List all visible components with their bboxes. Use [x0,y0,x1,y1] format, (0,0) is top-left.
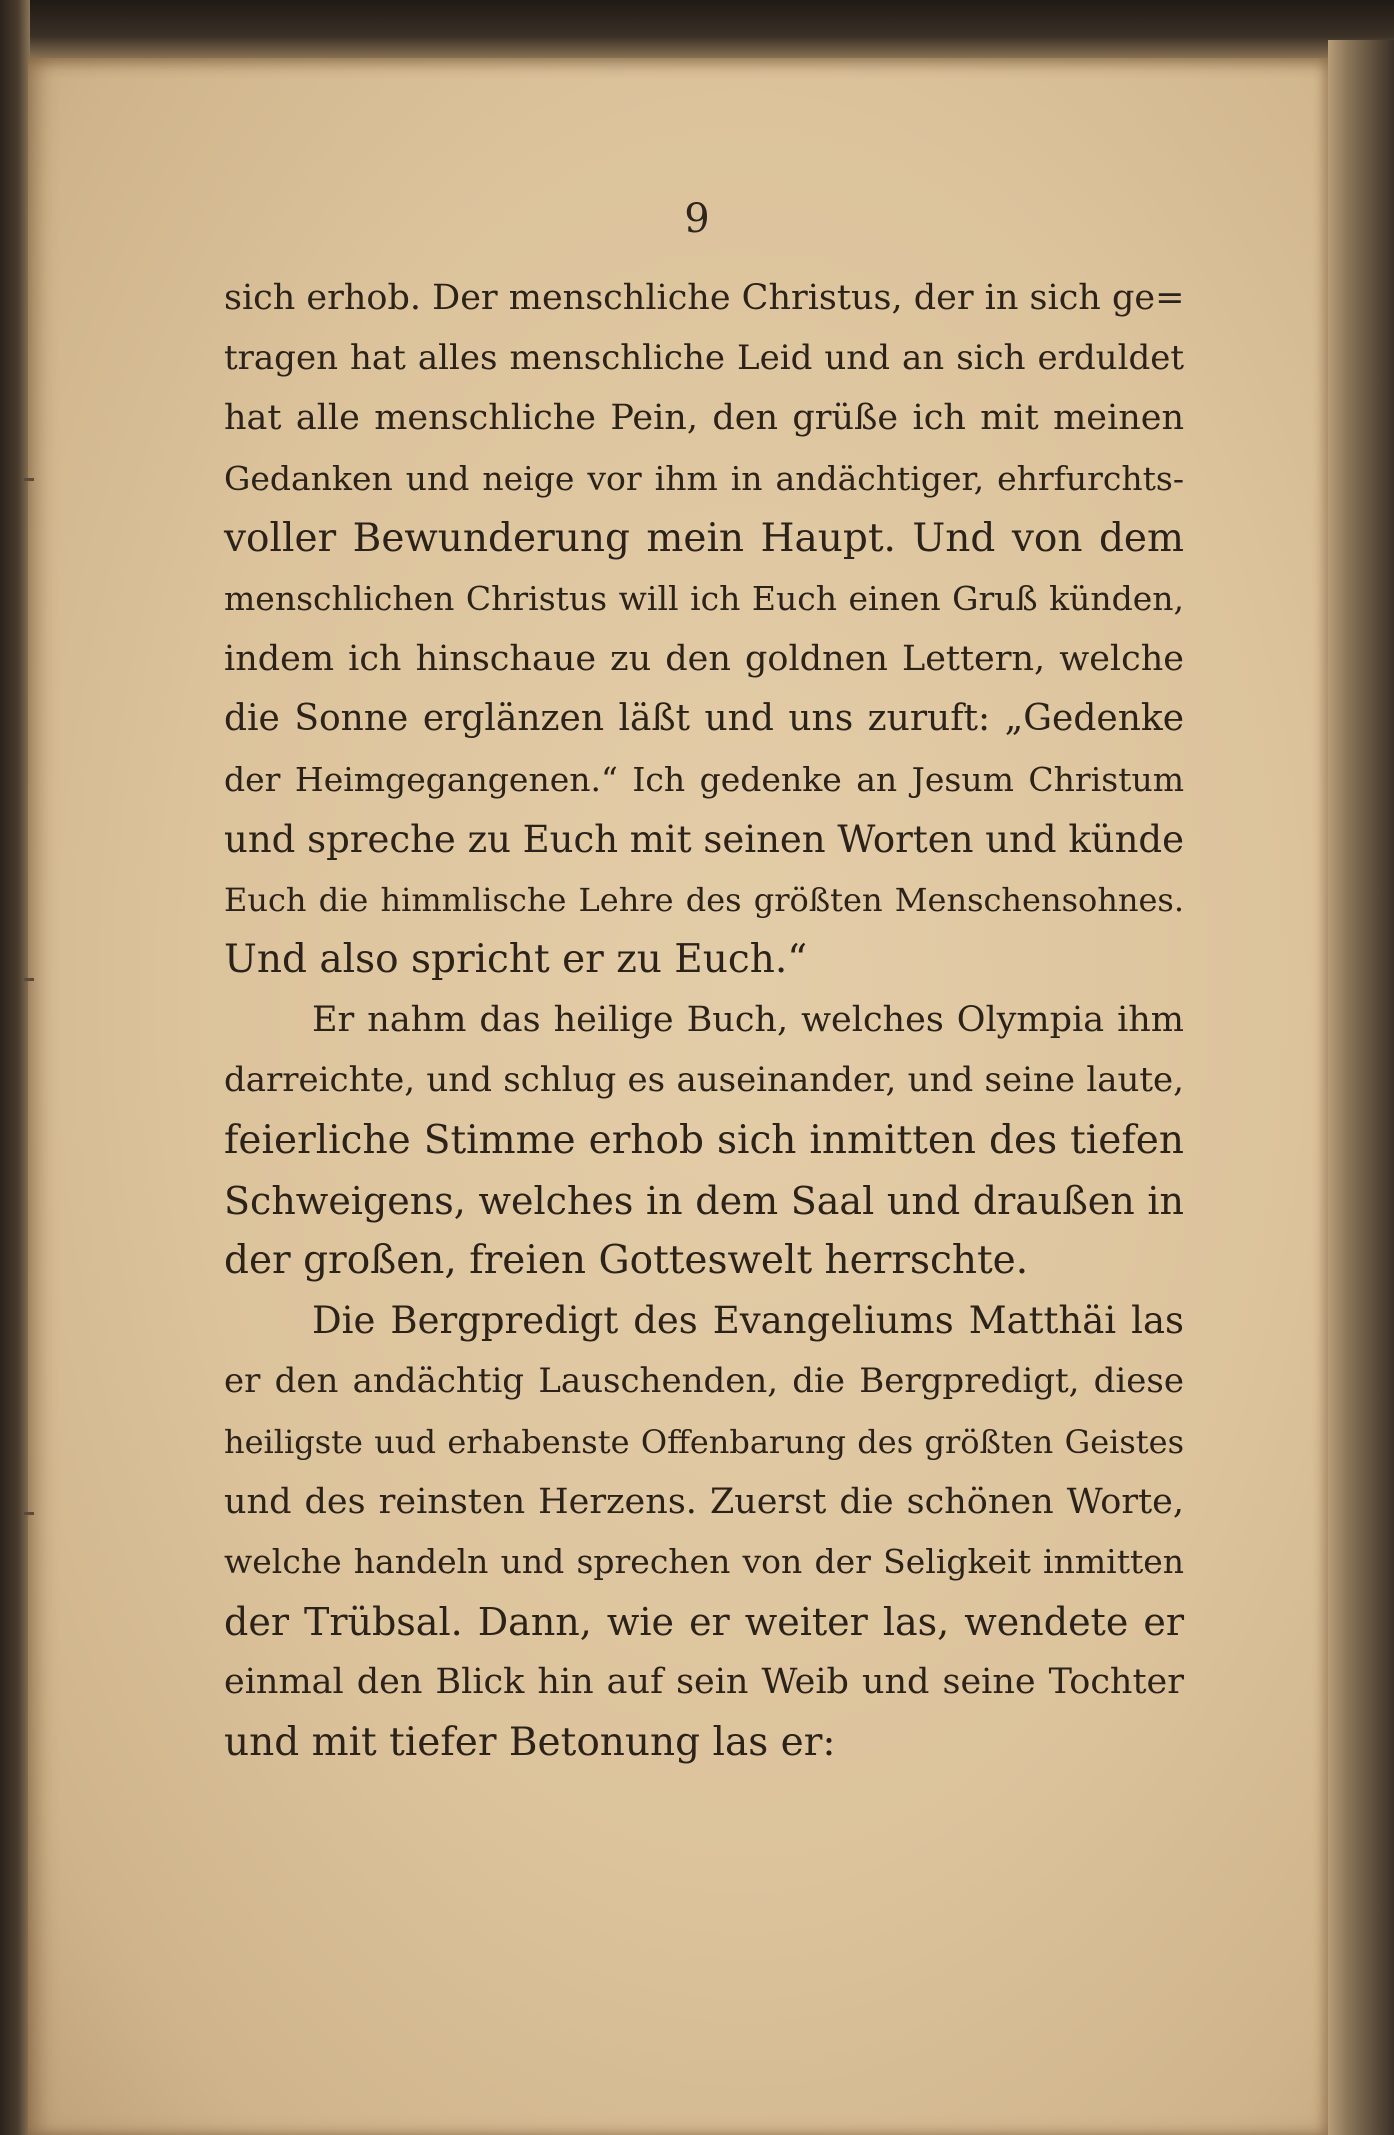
text-line: Er nahm das heilige Buch, welches Olympia ihm [312,1000,1184,1041]
text-line: einmal den Blick hin auf sein Weib und seine Tochter [224,1662,1184,1703]
paragraph-3 [224,1291,1184,1773]
body-text [224,268,1184,1773]
text-line: feierliche Stimme erhob sich inmitten des tiefen [224,1117,1184,1163]
text-line: tragen hat alles menschliche Leid und an sich erduldet [224,338,1184,379]
book-top-edge [30,0,1394,60]
page-number: 9 [684,196,710,242]
text-line: die Sonne erglänzen läßt und uns zuruft: „Gedenke [224,698,1184,740]
text-line: indem ich hinschaue zu den goldnen Lettern, welche [224,639,1184,680]
text-line: darreichte, und schlug es auseinander, und seine laute, [224,1060,1184,1101]
page-edge-shadow [1328,40,1394,2135]
book-spine [0,0,30,2135]
margin-mark [24,478,34,481]
text-line: heiligste uud erhabenste Offenbarung des größten Geistes [224,1422,1184,1461]
text-line: Und also spricht er zu Euch.“ [224,937,808,983]
text-line: Die Bergpredigt des Evangeliums Matthäi las [312,1299,1184,1343]
paragraph-2 [224,990,1184,1291]
text-line: hat alle menschliche Pein, den grüße ich mit meinen [224,398,1184,439]
paragraph-1 [224,268,1184,990]
text-line: und mit tiefer Betonung las er: [224,1719,836,1765]
text-line: sich erhob. Der menschliche Christus, der in sich ge= [224,278,1185,318]
margin-mark [24,1512,34,1515]
text-line: der Trübsal. Dann, wie er weiter las, wendete er [224,1600,1184,1645]
text-line: der Heimgegangenen.“ Ich gedenke an Jesum Christum [224,759,1184,799]
text-line: er den andächtig Lauschenden, die Bergpredigt, diese [224,1361,1184,1402]
text-line: menschlichen Christus will ich Euch einen Gruß künden, [224,578,1184,618]
text-line: und des reinsten Herzens. Zuerst die schönen Worte, [224,1481,1184,1522]
text-line: der großen, freien Gotteswelt herrschte. [224,1238,1029,1283]
text-line: Gedanken und neige vor ihm in andächtiger, ehrfurchts- [224,458,1184,498]
text-line: voller Bewunderung mein Haupt. Und von dem [224,515,1184,561]
text-line: und spreche zu Euch mit seinen Worten und künde [224,817,1184,861]
text-line: Schweigens, welches in dem Saal und draußen in [224,1178,1184,1223]
margin-mark [24,978,34,981]
text-line: welche handeln und sprechen von der Seligkeit inmitten [224,1541,1184,1581]
text-line: Euch die himmlische Lehre des größten Menschensohnes. [224,880,1184,919]
